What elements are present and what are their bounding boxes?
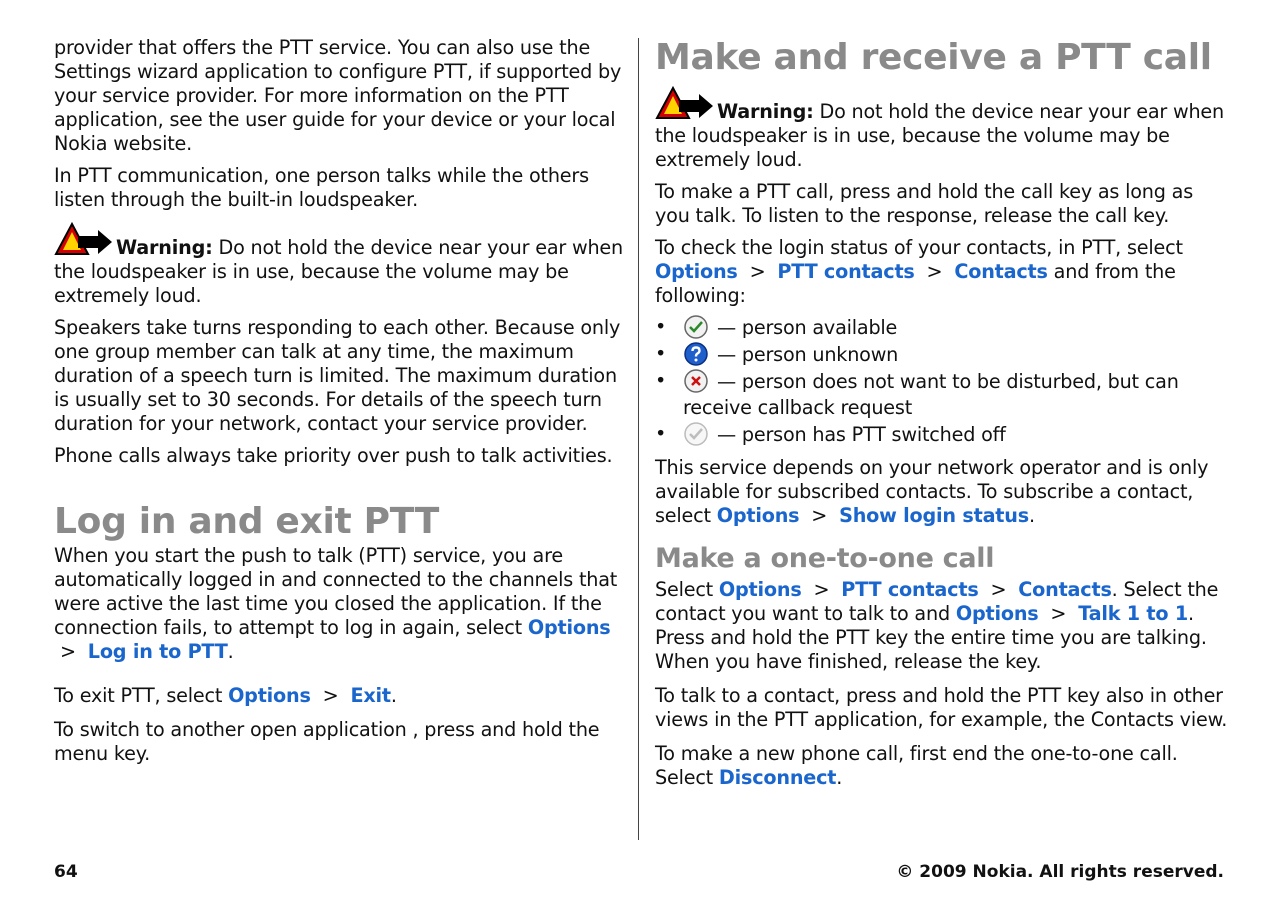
list-item: • — person unknown [655,342,899,366]
left-column [54,36,626,766]
available-check-icon [683,314,709,340]
exit-link[interactable]: Exit [350,684,391,707]
right-column [655,36,1230,790]
paragraph-disconnect: To make a new phone call, first end the one-to-one call. Select Disconnect. [655,742,1178,789]
options-link[interactable]: Options [655,260,738,283]
log-in-to-ptt-link[interactable]: Log in to PTT [87,640,228,663]
paragraph-switch-app: To switch to another open application , press and hold the menu key. [54,718,600,765]
heading-make-receive: Make and receive a PTT call [655,37,1212,78]
list-item: • — person available [655,315,898,339]
switched-off-icon [683,421,709,447]
warning-block [54,222,626,308]
options-link[interactable]: Options [527,616,611,639]
contacts-link[interactable]: Contacts [1018,578,1112,601]
paragraph-speech-turns: Speakers take turns responding to each other. Because only one group member can talk at any time, the maximum duration of a speech turn is limited. The maximum duration is usually set to 30 seconds. For details of the speech turn duration for your network, contact your service provider. [54,316,621,435]
paragraph-ptt-communication: In PTT communication, one person talks while the others listen through the built-in loudspeaker. [54,164,589,211]
do-not-disturb-icon [683,368,709,394]
paragraph-login-status: To check the login status of your contacts, in PTT, select Options > PTT contacts > Contacts and from the following: [655,236,1183,307]
warning-icon [655,86,715,122]
list-item: • — person does not want to be disturbed, but can receive callback request [655,369,1179,419]
show-login-status-link[interactable]: Show login status [839,504,1029,527]
contacts-link[interactable]: Contacts [954,260,1048,283]
paragraph-exit: To exit PTT, select Options > Exit. [54,684,397,707]
options-link[interactable]: Options [955,602,1039,625]
warning-text: Do not hold the device near your ear when the loudspeaker is in use, because the volume may be extremely loud. [655,100,1224,171]
heading-log-in-exit: Log in and exit PTT [54,501,440,542]
copyright-notice: © 2009 Nokia. All rights reserved. [896,862,1224,882]
heading-one-to-one: Make a one-to-one call [655,543,995,574]
options-link[interactable]: Options [228,684,311,707]
paragraph-login: When you start the push to talk (PTT) service, you are automatically logged in and connected to the channels that were active the last time you closed the application. If the connection fails, to attempt to log in again, select Options > Log in to PTT. [54,544,618,663]
warning-block [655,86,1230,172]
page-number: 64 [54,862,78,882]
disconnect-link[interactable]: Disconnect [718,766,837,789]
paragraph-subscribe: This service depends on your network operator and is only available for subscribed contacts. To subscribe a contact, select Options > Show login status. [655,456,1209,527]
column-divider [638,38,639,840]
paragraph-one-to-one: Select Options > PTT contacts > Contacts. Select the contact you want to talk to and Options > Talk 1 to 1. Press and hold the PTT key the entire time you are talking. When you have finished, release the key. [655,578,1219,673]
paragraph-phone-priority: Phone calls always take priority over push to talk activities. [54,444,613,467]
ptt-contacts-link[interactable]: PTT contacts [777,260,915,283]
list-item: • — person has PTT switched off [655,422,1006,446]
unknown-question-icon [683,341,709,367]
warning-label: Warning: [717,100,814,123]
ptt-contacts-link[interactable]: PTT contacts [841,578,979,601]
options-link[interactable]: Options [716,504,800,527]
warning-icon [54,222,114,258]
paragraph-make-call: To make a PTT call, press and hold the call key as long as you talk. To listen to the response, release the call key. [655,180,1193,227]
talk-1-to-1-link[interactable]: Talk 1 to 1 [1078,602,1189,625]
status-list [655,314,1230,448]
warning-text: Do not hold the device near your ear when the loudspeaker is in use, because the volume may be extremely loud. [54,236,623,307]
paragraph-talk-contact: To talk to a contact, press and hold the PTT key also in other views in the PTT application, for example, the Contacts view. [655,684,1228,731]
options-link[interactable]: Options [718,578,802,601]
paragraph-ptt-provider: provider that offers the PTT service. You can also use the Settings wizard application to configure PTT, if supported by your service provider. For more information on the PTT application, see the user guide for your device or your local Nokia website. [54,36,622,155]
warning-label: Warning: [116,236,213,259]
